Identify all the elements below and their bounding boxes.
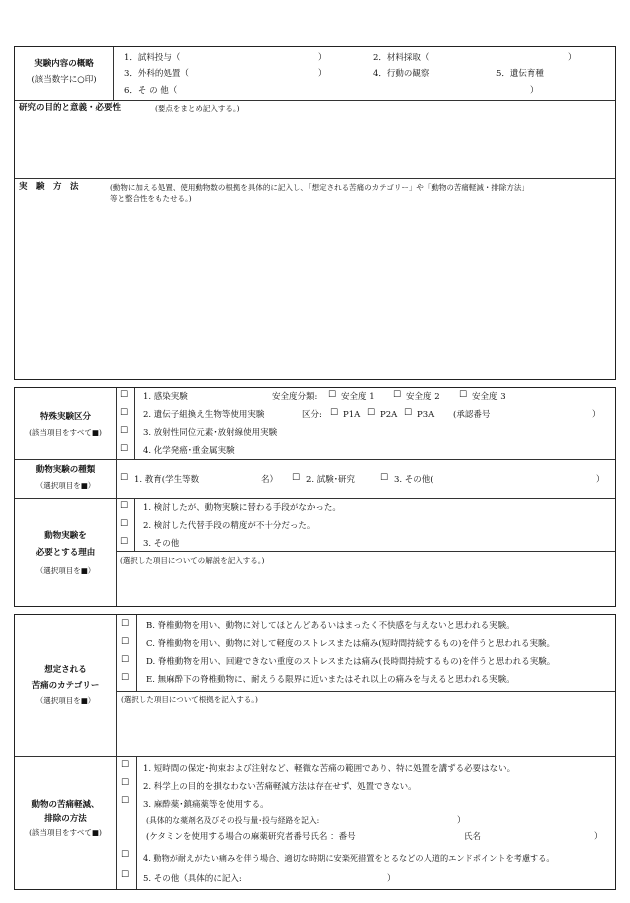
- option-6-close: ）: [530, 86, 539, 96]
- category-explain: (選択した項目について根拠を記入する。): [121, 695, 258, 704]
- kind-3-close: ）: [596, 475, 605, 485]
- option-2[interactable]: 2．材料採取（: [373, 53, 430, 63]
- checkbox-icon[interactable]: ☐: [328, 390, 337, 400]
- category-input[interactable]: [118, 708, 614, 754]
- checkbox-icon[interactable]: ☐: [121, 760, 130, 770]
- kind-1: 1. 教育(学生等数: [134, 475, 200, 485]
- divider: [117, 551, 615, 552]
- method-title: 実 験 方 法: [19, 182, 79, 192]
- checkbox-icon[interactable]: ☐: [120, 501, 129, 511]
- checkbox-icon[interactable]: ☐: [121, 655, 130, 665]
- reason-item-3: 3. その他: [143, 539, 180, 549]
- exp-content-title: 実験内容の概略: [34, 59, 94, 69]
- reason-item-1: 1. 検討したが、動物実験に替わる手段がなかった。: [143, 503, 341, 513]
- p3a: P3A: [417, 410, 435, 420]
- option-3-close: ）: [318, 69, 327, 79]
- relief-note: (該当項目をすべて■): [29, 828, 102, 837]
- p2a: P2A: [380, 410, 398, 420]
- kind-3: 3. その他(: [394, 475, 434, 485]
- reason-explain: (選択した項目についての解説を記入する。): [120, 556, 265, 565]
- safety-label: 安全度分類:: [272, 392, 318, 402]
- divider: [15, 100, 615, 101]
- checkbox-icon[interactable]: ☐: [121, 673, 130, 683]
- relief-item-3: 3. 麻酔薬･鎮痛薬等を使用する。: [143, 800, 269, 810]
- kind-2: 2. 試験･研究: [306, 475, 356, 485]
- option-1-close: ）: [318, 53, 327, 63]
- checkbox-icon[interactable]: ☐: [459, 390, 468, 400]
- relief-item-5: 5. その他（具体的に記入:: [143, 874, 242, 884]
- relief-item-2: 2. 科学上の目的を損なわない苦痛軽減方法は存在せず、処置できない。: [143, 782, 417, 792]
- relief-3-sub2: (ケタミンを使用する場合の麻薬研究者番号氏名 ：番号: [146, 832, 356, 842]
- divider: [136, 756, 137, 889]
- category-e: E. 無麻酔下の脊椎動物に、耐えうる限界に近いまたはそれ以上の痛みを与えると思われる実験。: [146, 675, 515, 685]
- option-6[interactable]: 6．そ の 他（: [124, 86, 178, 96]
- checkbox-icon[interactable]: ☐: [404, 408, 413, 418]
- divider: [15, 498, 615, 499]
- method-input[interactable]: [16, 208, 614, 378]
- reason-title-1: 動物実験を: [44, 531, 87, 541]
- checkbox-icon[interactable]: ☐: [120, 408, 129, 418]
- p1a: P1A: [343, 410, 361, 420]
- checkbox-icon[interactable]: ☐: [367, 408, 376, 418]
- safety-3: 安全度 3: [472, 392, 506, 402]
- reason-title-2: 必要とする理由: [35, 548, 96, 558]
- checkbox-icon[interactable]: ☐: [393, 390, 402, 400]
- checkbox-icon[interactable]: ☐: [121, 850, 130, 860]
- divider: [116, 388, 117, 606]
- checkbox-icon[interactable]: ☐: [120, 426, 129, 436]
- option-1[interactable]: 1．試料投与（: [124, 53, 181, 63]
- reason-note: （選択項目を■）: [35, 566, 96, 575]
- checkbox-icon[interactable]: ☐: [120, 390, 129, 400]
- approval-label: (承認番号: [453, 410, 491, 420]
- relief-item-4: 4. 動物が耐えがたい痛みを伴う場合、適切な時期に安楽死措置をとるなどの人道的エンドポイントを考慮する。: [143, 853, 555, 863]
- special-item-3: 3. 放射性同位元素･放射線使用実験: [143, 428, 278, 438]
- option-3[interactable]: 3．外科的処置（: [124, 69, 189, 79]
- category-d: D. 脊椎動物を用い、回避できない重度のストレスまたは痛み(長時間持続するもの)を伴うと思われる実験。: [146, 657, 556, 667]
- category-title-1: 想定される: [44, 665, 87, 675]
- category-b: B. 脊椎動物を用い、動物に対してほとんどあるいはまったく不快感を与えないと思われる実験。: [146, 621, 515, 631]
- reason-input[interactable]: [118, 568, 614, 605]
- relief-3-sub1: (具体的な薬剤名及びその投与量･投与経路を記入:: [146, 816, 320, 825]
- kind-1-unit: 名）: [261, 475, 279, 485]
- relief-3-sub1-close: ）: [457, 816, 466, 826]
- divider: [15, 459, 615, 460]
- safety-1: 安全度 1: [341, 392, 375, 402]
- checkbox-icon[interactable]: ☐: [330, 408, 339, 418]
- category-c: C. 脊椎動物を用い、動物に対して軽度のストレスまたは痛み(短時間持続するもの)を伴うと思われる実験。: [146, 639, 555, 649]
- relief-item-1: 1. 短時間の保定･拘束および注射など、軽微な苦痛の範囲であり、特に処置を講ずる必要はない。: [143, 764, 516, 774]
- purpose-input[interactable]: [16, 116, 614, 176]
- special-item-2: 2. 遺伝子組換え生物等使用実験: [143, 410, 265, 420]
- divider: [15, 178, 615, 179]
- relief-title-1: 動物の苦痛軽減、: [31, 800, 100, 810]
- relief-5-close: ）: [387, 874, 396, 884]
- method-note-1: (動物に加える処置、使用動物数の根拠を具体的に記入し、「想定される苦痛のカテゴリー」や「動物の苦痛軽減・排除方法」: [110, 183, 529, 192]
- purpose-note: (要点をまとめ記入する。): [155, 104, 240, 113]
- checkbox-icon[interactable]: ☐: [120, 537, 129, 547]
- relief-3-sub2-close: ）: [594, 832, 603, 842]
- special-title: 特殊実験区分: [39, 412, 91, 422]
- special-item-1: 1. 感染実験: [143, 392, 188, 402]
- checkbox-icon[interactable]: ☐: [292, 473, 301, 483]
- division-label: 区分:: [302, 410, 322, 420]
- divider: [134, 498, 135, 551]
- special-item-4: 4. 化学発癌･重金属実験: [143, 446, 235, 456]
- divider: [136, 615, 137, 691]
- safety-2: 安全度 2: [406, 392, 440, 402]
- checkbox-icon[interactable]: ☐: [121, 637, 130, 647]
- method-note-2: 等と整合性をもたせる。): [110, 194, 192, 203]
- category-note: （選択項目を■）: [35, 696, 96, 705]
- purpose-title: 研究の目的と意義・必要性: [19, 103, 122, 113]
- relief-title-2: 排除の方法: [44, 814, 87, 824]
- divider: [134, 388, 135, 459]
- checkbox-icon[interactable]: ☐: [121, 796, 130, 806]
- checkbox-icon[interactable]: ☐: [121, 778, 130, 788]
- checkbox-icon[interactable]: ☐: [120, 473, 129, 483]
- divider: [117, 691, 615, 692]
- option-4[interactable]: 4．行動の観察: [373, 69, 430, 79]
- category-title-2: 苦痛のカテゴリー: [31, 681, 100, 691]
- option-5[interactable]: 5．遺伝育種: [496, 69, 544, 79]
- checkbox-icon[interactable]: ☐: [121, 870, 130, 880]
- checkbox-icon[interactable]: ☐: [121, 619, 130, 629]
- kind-note: （選択項目を■）: [35, 481, 96, 490]
- reason-item-2: 2. 検討した代替手段の精度が不十分だった。: [143, 521, 316, 531]
- divider: [116, 615, 117, 889]
- kind-title: 動物実験の種類: [35, 465, 96, 475]
- special-note: (該当項目をすべて■): [29, 428, 102, 437]
- approval-close: ）: [592, 410, 601, 420]
- checkbox-icon[interactable]: ☐: [120, 444, 129, 454]
- option-2-close: ）: [568, 53, 577, 63]
- divider: [113, 47, 114, 100]
- divider: [15, 756, 615, 757]
- checkbox-icon[interactable]: ☐: [120, 519, 129, 529]
- relief-3-sub2-name: 氏名: [464, 832, 482, 842]
- checkbox-icon[interactable]: ☐: [380, 473, 389, 483]
- exp-content-note: (該当数字に○印): [31, 75, 97, 85]
